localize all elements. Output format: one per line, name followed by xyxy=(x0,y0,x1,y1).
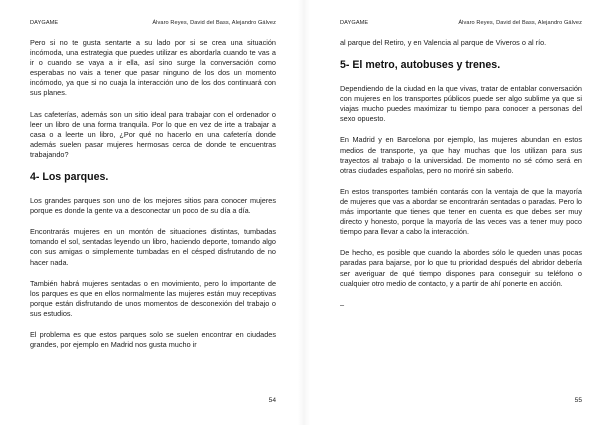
paragraph: El problema es que estos parques solo se suelen encontrar en ciudades grandes, por ejemplo en Madrid nos gusta mucho ir xyxy=(30,329,276,350)
page-body xyxy=(30,38,276,361)
paragraph: En estos transportes también contarás con la ventaja de que la mayoría de mujeres que vas a abordar se encontrarán sentadas o paradas. Pero lo más importante que tienes que tener en cuenta es que debes ser muy directo y honesto, porque la mayoría de las veces vas a tener muy poco tiempo para llevar a cabo la interacción. xyxy=(340,186,582,237)
paragraph: De hecho, es posible que cuando la abordes sólo le queden unas pocas paradas para bajarse, por lo que tu prioridad después del abridor debería ser averiguar de qué tiempo dispones para conseguir su teléfono o cualquier otro medio de contacto, y a partir de ahí ponerte en acción. xyxy=(340,248,582,288)
section-heading: 5- El metro, autobuses y trenes. xyxy=(340,59,501,72)
paragraph: Las cafeterías, además son un sitio ideal para trabajar con el ordenador o leer un libro de una forma tranquila. Por lo que en vez de irte a trabajar a casa o a leerte un libro, ¿Por qué no hacerlo en una cafetería donde además suelen pasar mujeres hermosas cerca de donde te encuentras trabajando? xyxy=(30,109,276,159)
page-number: 54 xyxy=(268,397,276,404)
page-body xyxy=(340,38,582,321)
paragraph: También habrá mujeres sentadas o en movimiento, pero lo importante de los parques es que en ellos normalmente las mujeres están muy receptivas porque están disfrutando de unos momentos de desconexión del trabajo o sus estudios. xyxy=(30,278,276,318)
paragraph: Encontrarás mujeres en un montón de situaciones distintas, tumbadas tomando el sol, sentadas leyendo un libro, haciendo deporte, tomando algo con sus amigas o simplemente tumbadas en el césped disfrutando de no hacer nada. xyxy=(30,227,276,267)
paragraph: Dependiendo de la ciudad en la que vivas, tratar de entablar conversación con mujeres en los transportes públicos puede ser algo sublime ya que si viajas mucho puedes maximizar tu tiempo para conocer a personas del sexo opuesto. xyxy=(340,84,582,124)
paragraph: En Madrid y en Barcelona por ejemplo, las mujeres abundan en estos medios de transporte, ya que hay muchas que los utilizan para sus trayectos al trabajo o la universidad. De momento no sé cómo será en otras ciudades españolas, pero no moriré sin saberlo. xyxy=(340,135,582,175)
section-heading: 4- Los parques. xyxy=(30,171,109,184)
header-book-title: DAYGAME xyxy=(340,20,369,26)
running-header xyxy=(30,20,276,26)
right-page xyxy=(304,0,600,425)
paragraph-dash: – xyxy=(340,299,345,309)
paragraph: al parque del Retiro, y en Valencia al parque de Viveros o al río. xyxy=(340,38,547,47)
header-authors: Álvaro Reyes, David del Bass, Alejandro Gálvez xyxy=(458,20,582,26)
paragraph: Pero si no te gusta sentarte a su lado por si se crea una situación incómoda, una estrategia que puedes utilizar es abordarla cuando te vas a ir o cuando se vaya a ir ella, así sino surge la conversación como esperabas no vais a tener que pasar ninguno de los dos un momento incómodo, ya que si no cuaja la interacción uno de los dos continuará con sus planes. xyxy=(30,38,276,98)
paragraph: Los grandes parques son uno de los mejores sitios para conocer mujeres porque es donde la gente va a desconectar un poco de su día a día. xyxy=(30,196,276,216)
running-header xyxy=(340,20,582,26)
header-book-title: DAYGAME xyxy=(30,20,59,26)
page-number: 55 xyxy=(574,397,582,404)
header-authors: Álvaro Reyes, David del Bass, Alejandro Gálvez xyxy=(152,20,276,26)
